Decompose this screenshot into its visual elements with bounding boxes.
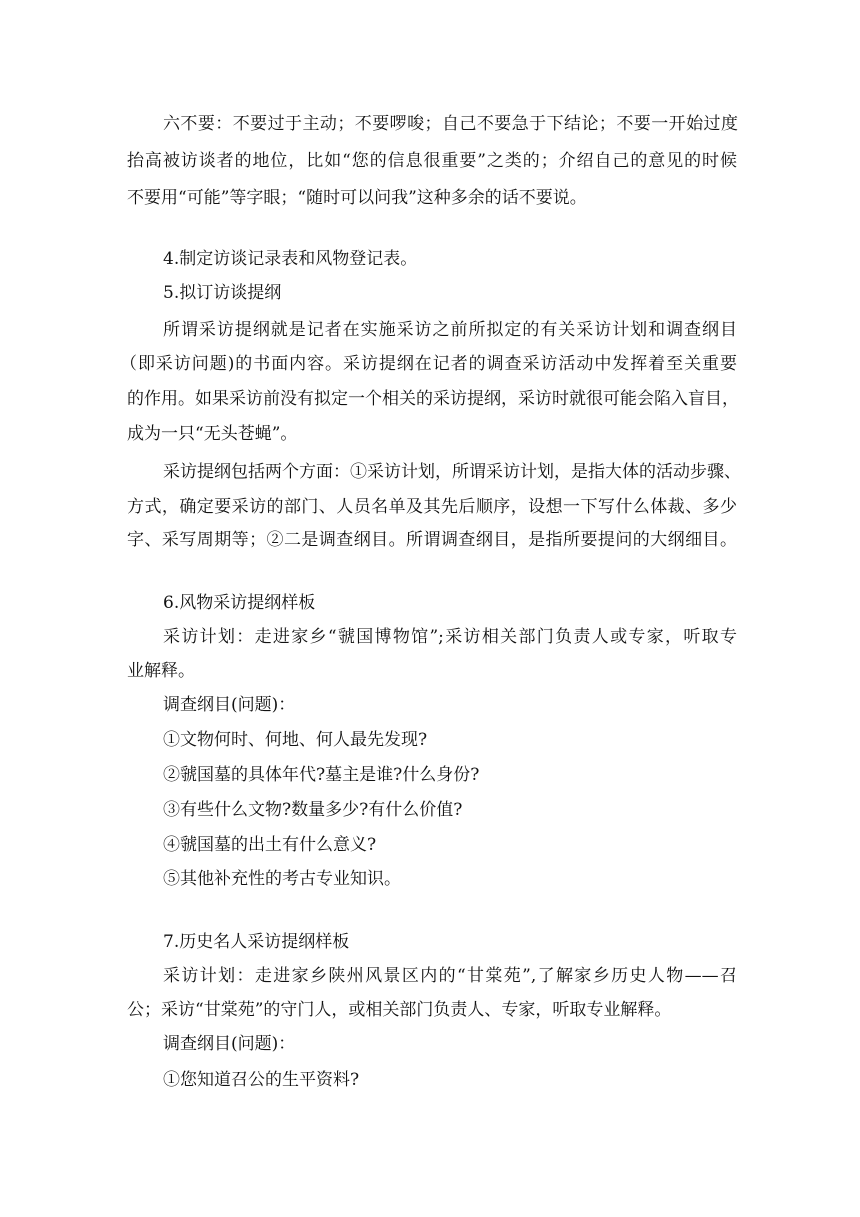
item5-para1-line-2: （即采访问题)的书面内容。采访提纲在记者的调查采访活动中发挥着至关重要 [120,354,737,374]
item6-question-2: ②虢国墓的具体年代?墓主是谁?什么身份? [163,765,480,785]
six-no-line-1: 六不要：不要过于主动；不要啰唆；自己不要急于下结论；不要一开始过度 [163,114,738,134]
item6-plan-line-2: 业解释。 [127,661,195,681]
item6-heading: 6.风物采访提纲样板 [163,593,316,613]
item6-question-3: ③有些什么文物?数量多少?有什么价值? [163,800,463,820]
item5-heading: 5.拟订访谈提纲 [163,283,282,303]
item7-plan-line-2: 公；采访“甘棠苑”的守门人，或相关部门负责人、专家，听取专业解释。 [127,1000,672,1020]
item5-para2-line-1: 采访提纲包括两个方面：①采访计划，所谓采访计划，是指大体的活动步骤、 [163,462,741,482]
item7-plan-line-1: 采访计划：走进家乡陕州风景区内的“甘棠苑”,了解家乡历史人物——召 [163,966,737,986]
item5-para1-line-3: 的作用。如果采访前没有拟定一个相关的采访提纲，采访时就很可能会陷入盲目， [127,389,739,409]
item6-plan-line-1: 采访计划：走进家乡“虢国博物馆”;采访相关部门负责人或专家，听取专 [163,627,737,647]
item7-question-1: ①您知道召公的生平资料? [163,1070,360,1090]
item6-question-5: ⑤其他补充性的考古专业知识。 [163,869,401,889]
item6-outline-label: 调查纲目(问题)： [163,695,296,715]
item5-para2-line-2: 方式，确定要采访的部门、人员名单及其先后顺序，设想一下写什么体裁、多少 [127,497,737,517]
item7-outline-label: 调查纲目(问题)： [163,1034,296,1054]
item6-question-4: ④虢国墓的出土有什么意义? [163,835,377,855]
item7-heading: 7.历史名人采访提纲样板 [163,932,350,952]
item6-question-1: ①文物何时、何地、何人最先发现? [163,730,428,750]
item4-heading: 4.制定访谈记录表和风物登记表。 [163,249,418,269]
item5-para2-line-3: 字、采写周期等；②二是调查纲目。所谓调查纲目，是指所要提问的大纲细目。 [127,530,737,550]
item5-para1-line-1: 所谓采访提纲就是记者在实施采访之前所拟定的有关采访计划和调查纲目 [163,320,737,340]
six-no-line-2: 抬高被访谈者的地位，比如“您的信息很重要”之类的；介绍自己的意见的时候 [127,151,737,171]
six-no-line-3: 不要用“可能”等字眼；“随时可以问我”这种多余的话不要说。 [127,188,587,208]
item5-para1-line-4: 成为一只“无头苍蝇”。 [127,424,298,444]
